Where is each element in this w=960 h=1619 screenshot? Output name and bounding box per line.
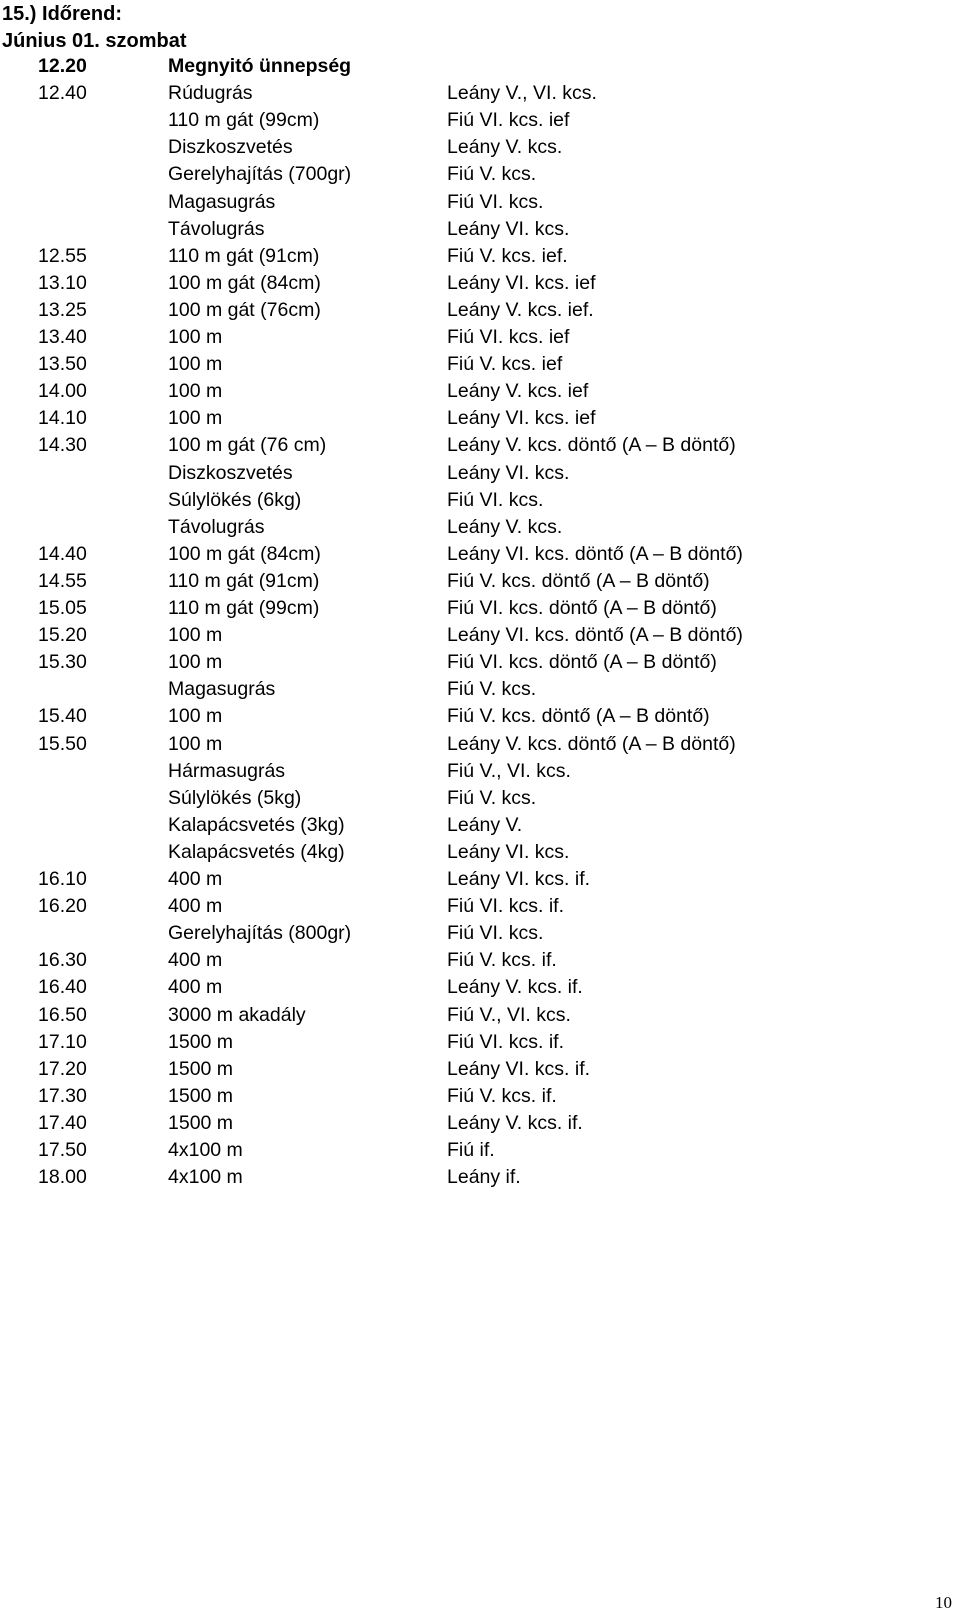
category-cell: Fiú VI. kcs. if. — [447, 895, 565, 918]
category-cell: Fiú VI. kcs. if. — [447, 1030, 565, 1053]
time-cell: 17.50 — [38, 1139, 87, 1161]
category-cell: Fiú V., VI. kcs. — [447, 759, 571, 782]
schedule-row — [0, 299, 940, 326]
schedule-row — [0, 1139, 940, 1166]
schedule-date: Június 01. szombat — [2, 30, 187, 52]
category-cell: Fiú V. kcs. ief — [447, 353, 563, 376]
schedule-row — [0, 1085, 940, 1112]
time-cell: 17.10 — [38, 1030, 87, 1053]
schedule-row — [0, 1058, 940, 1085]
event-cell: Kalapácsvetés (3kg) — [168, 813, 345, 836]
category-cell: Fiú VI. kcs. ief — [447, 326, 570, 348]
event-cell: 1500 m — [168, 1111, 234, 1134]
event-cell: Gerelyhajítás (800gr) — [168, 922, 352, 945]
category-cell: Fiú V. kcs. if. — [447, 1084, 557, 1107]
schedule-row — [0, 353, 940, 380]
category-cell: Leány if. — [447, 1166, 521, 1189]
category-cell: Fiú V. kcs. — [447, 786, 537, 809]
schedule-row — [0, 434, 940, 461]
event-cell: 100 m gát (76cm) — [168, 298, 321, 321]
event-cell: Gerelyhajítás (700gr) — [168, 163, 352, 186]
schedule-row — [0, 489, 940, 516]
schedule-row — [0, 191, 940, 218]
event-cell: 100 m — [168, 353, 223, 376]
event-cell: 100 m — [168, 380, 223, 403]
category-cell: Leány VI. kcs. döntő (A – B döntő) — [447, 542, 743, 565]
schedule-row — [0, 787, 940, 814]
schedule-row — [0, 380, 940, 407]
time-cell: 15.20 — [38, 624, 87, 647]
time-cell: 14.40 — [38, 542, 87, 565]
schedule-row — [0, 516, 940, 543]
schedule-row — [0, 949, 940, 976]
event-cell: 400 m — [168, 868, 223, 890]
section-heading: 15.) Időrend: — [2, 3, 123, 25]
event-cell: 400 m — [168, 949, 223, 972]
category-cell: Leány VI. kcs. — [447, 840, 570, 863]
category-cell: Fiú V. kcs. — [447, 678, 537, 701]
category-cell: Leány V. kcs. — [447, 136, 563, 159]
schedule-row — [0, 326, 940, 353]
event-cell: 1500 m — [168, 1030, 234, 1053]
time-cell: 17.20 — [38, 1057, 87, 1080]
time-cell: 15.05 — [38, 597, 87, 619]
event-cell: 400 m — [168, 976, 223, 999]
category-cell: Fiú VI. kcs. — [447, 190, 544, 213]
event-cell: Magasugrás — [168, 678, 276, 701]
event-cell: 110 m gát (91cm) — [168, 569, 320, 592]
schedule-row — [0, 109, 940, 136]
schedule-row — [0, 55, 940, 82]
time-cell: 14.00 — [38, 380, 87, 403]
time-cell: 16.40 — [38, 976, 87, 999]
category-cell: Fiú V. kcs. — [447, 163, 537, 186]
event-cell: 110 m gát (99cm) — [168, 597, 320, 619]
event-cell: Rúdugrás — [168, 82, 253, 105]
category-cell: Fiú V., VI. kcs. — [447, 1003, 571, 1026]
category-cell: Fiú V. kcs. döntő (A – B döntő) — [447, 705, 710, 728]
time-cell: 17.40 — [38, 1111, 87, 1134]
category-cell: Leány V. kcs. ief — [447, 380, 589, 403]
schedule-row — [0, 570, 940, 597]
category-cell: Leány VI. kcs. — [447, 461, 570, 484]
category-cell: Leány V. kcs. döntő (A – B döntő) — [447, 732, 736, 755]
schedule-row — [0, 868, 940, 895]
schedule-row — [0, 462, 940, 489]
time-cell: 13.50 — [38, 353, 87, 376]
schedule-row — [0, 407, 940, 434]
event-cell: Magasugrás — [168, 190, 276, 213]
event-cell: 1500 m — [168, 1057, 234, 1080]
schedule-row — [0, 163, 940, 190]
category-cell: Leány V. — [447, 813, 523, 836]
event-cell: 100 m — [168, 705, 223, 728]
time-cell: 13.10 — [38, 271, 87, 294]
event-cell: Diszkoszvetés — [168, 461, 293, 484]
category-cell: Fiú VI. kcs. — [447, 488, 544, 511]
schedule-row — [0, 814, 940, 841]
time-cell: 16.50 — [38, 1003, 87, 1026]
time-cell: 18.00 — [38, 1166, 87, 1189]
time-cell: 14.10 — [38, 407, 87, 430]
event-cell: 100 m — [168, 732, 223, 755]
event-cell: 100 m — [168, 326, 223, 348]
category-cell: Fiú V. kcs. döntő (A – B döntő) — [447, 569, 710, 592]
event-cell: 100 m — [168, 407, 223, 430]
category-cell: Fiú VI. kcs. döntő (A – B döntő) — [447, 651, 717, 674]
event-cell: 100 m gát (84cm) — [168, 542, 321, 565]
category-cell: Fiú VI. kcs. — [447, 922, 544, 945]
event-cell: 110 m gát (91cm) — [168, 244, 320, 267]
time-cell: 13.40 — [38, 326, 87, 348]
event-cell: 3000 m akadály — [168, 1003, 306, 1026]
event-cell: 1500 m — [168, 1084, 234, 1107]
category-cell: Leány V. kcs. — [447, 515, 563, 538]
schedule-row — [0, 678, 940, 705]
category-cell: Leány V. kcs. if. — [447, 976, 583, 999]
category-cell: Fiú VI. kcs. ief — [447, 109, 570, 132]
schedule-row — [0, 136, 940, 163]
schedule-row — [0, 651, 940, 678]
category-cell: Leány VI. kcs. ief — [447, 271, 596, 294]
category-cell: Leány VI. kcs. ief — [447, 407, 596, 430]
schedule-row — [0, 760, 940, 787]
schedule-row — [0, 543, 940, 570]
schedule-row — [0, 218, 940, 245]
time-cell: 15.30 — [38, 651, 87, 674]
category-cell: Leány VI. kcs. — [447, 217, 570, 240]
schedule-row — [0, 245, 940, 272]
category-cell: Fiú VI. kcs. döntő (A – B döntő) — [447, 597, 717, 619]
event-cell: Kalapácsvetés (4kg) — [168, 840, 345, 863]
time-cell: 12.20 — [38, 55, 87, 77]
time-cell: 12.55 — [38, 244, 87, 267]
time-cell: 13.25 — [38, 298, 87, 321]
event-cell: 4x100 m — [168, 1139, 243, 1161]
category-cell: Leány V., VI. kcs. — [447, 82, 597, 105]
schedule-row — [0, 1166, 940, 1193]
time-cell: 14.55 — [38, 569, 87, 592]
schedule-row — [0, 705, 940, 732]
time-cell: 12.40 — [38, 82, 87, 105]
schedule-row — [0, 597, 940, 624]
category-cell: Fiú V. kcs. ief. — [447, 244, 568, 267]
event-cell: Megnyitó ünnepség — [168, 55, 352, 77]
event-cell: 100 m gát (84cm) — [168, 271, 321, 294]
time-cell: 16.30 — [38, 949, 87, 972]
schedule-row — [0, 922, 940, 949]
schedule-row — [0, 82, 940, 109]
time-cell: 16.10 — [38, 868, 87, 890]
event-cell: Hármasugrás — [168, 759, 286, 782]
category-cell: Leány V. kcs. if. — [447, 1111, 583, 1134]
time-cell: 17.30 — [38, 1084, 87, 1107]
category-cell: Leány VI. kcs. if. — [447, 868, 591, 890]
schedule-row — [0, 895, 940, 922]
event-cell: 4x100 m — [168, 1166, 243, 1189]
category-cell: Leány VI. kcs. döntő (A – B döntő) — [447, 624, 743, 647]
schedule-row — [0, 272, 940, 299]
event-cell: 400 m — [168, 895, 223, 918]
time-cell: 14.30 — [38, 434, 87, 457]
event-cell: Távolugrás — [168, 217, 265, 240]
category-cell: Leány V. kcs. ief. — [447, 298, 594, 321]
event-cell: 100 m — [168, 651, 223, 674]
category-cell: Fiú V. kcs. if. — [447, 949, 557, 972]
event-cell: Súlylökés (6kg) — [168, 488, 302, 511]
schedule-row — [0, 1112, 940, 1139]
schedule-row — [0, 976, 940, 1003]
time-cell: 15.40 — [38, 705, 87, 728]
schedule-row — [0, 1031, 940, 1058]
schedule-row — [0, 1004, 940, 1031]
time-cell: 16.20 — [38, 895, 87, 918]
page-number: 10 — [935, 1593, 952, 1612]
schedule-row — [0, 624, 940, 651]
schedule-row — [0, 841, 940, 868]
category-cell: Fiú if. — [447, 1139, 495, 1161]
event-cell: Távolugrás — [168, 515, 265, 538]
event-cell: Diszkoszvetés — [168, 136, 293, 159]
schedule-row — [0, 733, 940, 760]
event-cell: Súlylökés (5kg) — [168, 786, 302, 809]
event-cell: 100 m — [168, 624, 223, 647]
event-cell: 100 m gát (76 cm) — [168, 434, 327, 457]
category-cell: Leány V. kcs. döntő (A – B döntő) — [447, 434, 736, 457]
category-cell: Leány VI. kcs. if. — [447, 1057, 591, 1080]
event-cell: 110 m gát (99cm) — [168, 109, 320, 132]
time-cell: 15.50 — [38, 732, 87, 755]
